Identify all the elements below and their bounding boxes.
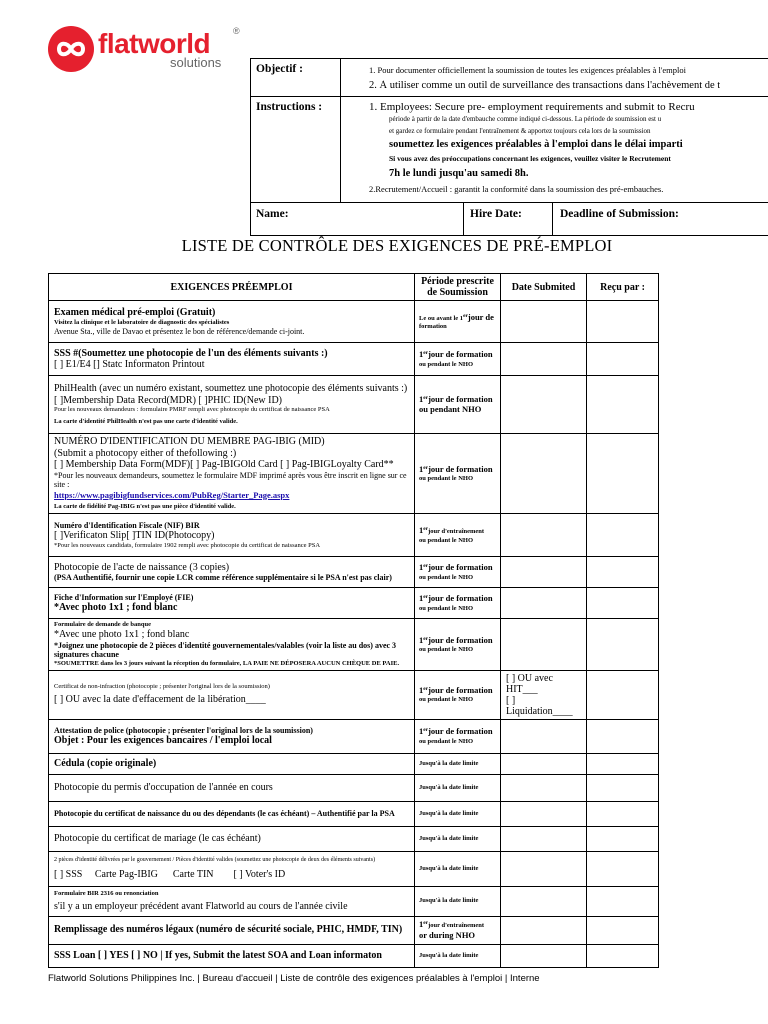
received-cell[interactable] [587, 774, 659, 801]
company-logo [48, 26, 248, 76]
period-cell: Jusqu'à la date limite [415, 774, 501, 801]
requirement-cell: SSS Loan [ ] YES [ ] NO | If yes, Submit the latest SOA and Loan informaton [49, 944, 415, 967]
table-row [49, 670, 659, 719]
table-row [49, 801, 659, 826]
period-cell: Jusqu'à la date limite [415, 886, 501, 916]
received-cell[interactable] [587, 376, 659, 434]
requirement-cell: Photocopie de l'acte de naissance (3 copies) (PSA Authentifié, fournir une copie LCR comme référence supplémentaire si le PSA n'est pas clair) [49, 557, 415, 588]
period-cell: Le ou avant le 1erjour de formation [415, 301, 501, 343]
period-cell: Jusqu'à la date limite [415, 826, 501, 851]
period-cell: 1erjour de formation ou pendant le NHO [415, 588, 501, 619]
instructions-line-2: période à partir de la date d'embauche comme indiqué ci-dessous. La période de soumission est u [389, 115, 662, 123]
received-cell[interactable] [587, 301, 659, 343]
date-cell[interactable] [501, 719, 587, 753]
requirement-cell: Formulaire BIR 2316 ou renonciation s'il y a un employeur précédent avant Flatworld au cours de l'année civile [49, 886, 415, 916]
table-row [49, 376, 659, 434]
logo-subtitle: solutions [170, 55, 222, 70]
name-label: Name: [256, 208, 289, 220]
date-cell[interactable] [501, 557, 587, 588]
date-cell[interactable] [501, 588, 587, 619]
objective-line-1: 1. Pour documenter officiellement la soumission de toutes les exigences préalables à l'emploi [369, 65, 686, 75]
requirement-cell: SSS #(Soumettez une photocopie de l'un des éléments suivants :) [ ] E1/E4 [] Statc Informaton Printout [49, 343, 415, 376]
requirement-cell: Numéro d'Identification Fiscale (NIF) BIR [ ]Verificaton Slip[ ]TIN ID(Photocopy) *Pour les nouveaux candidats, formulaire 1902 rempli avec photocopie du certificat de naissance PSA [49, 514, 415, 557]
received-cell[interactable] [587, 886, 659, 916]
instructions-label: Instructions : [256, 101, 323, 113]
page-title: LISTE DE CONTRÔLE DES EXIGENCES DE PRÉ-EMPLOI [181, 236, 613, 255]
table-row [49, 301, 659, 343]
registered-mark: ® [233, 26, 240, 36]
period-cell: Jusqu'à la date limite [415, 801, 501, 826]
period-cell: 1erjour de formation ou pendant le NHO [415, 434, 501, 514]
date-cell[interactable] [501, 944, 587, 967]
period-cell: Jusqu'à la date limite [415, 944, 501, 967]
requirement-cell: 2 pièces d'identité délivrées par le gouvernement / Pièces d'identité valides (soumettez une photocopie de deux des éléments suivants) [ ] SSS Carte Pag-IBIG Carte TIN [ ] Voter's ID [49, 851, 415, 886]
requirement-cell: Photocopie du permis d'occupation de l'année en cours [49, 774, 415, 801]
date-cell[interactable] [501, 301, 587, 343]
table-row [49, 826, 659, 851]
date-cell[interactable] [501, 851, 587, 886]
requirement-cell: Formulaire de demande de banque *Avec une photo 1x1 ; fond blanc *Joignez une photocopie de 2 pièces d'identité gouvernementales/valables (voir la liste au dos) avec 3 signatures chacune *SOUMETTRE dans les 3 jours suivant la réception du formulaire, LA PAIE NE DÉPOSERA AUCUN CHÈQUE DE PAIE. [49, 619, 415, 671]
received-cell[interactable] [587, 719, 659, 753]
requirement-cell: Photocopie du certificat de mariage (le cas échéant) [49, 826, 415, 851]
requirement-cell: Examen médical pré-emploi (Gratuit) Visitez la clinique et le laboratoire de diagnostic des spécialistes Avenue Sta., ville de Davao et présentez le bon de référence/demande ci-joint. [49, 301, 415, 343]
received-cell[interactable] [587, 851, 659, 886]
instructions-line-5: Si vous avez des préoccupations concernant les exigences, veuillez visiter le Recrutement [389, 154, 671, 163]
column-header-received: Reçu par : [587, 274, 659, 301]
requirement-cell: Attestation de police (photocopie ; présenter l'original lors de la soumission) Objet : Pour les exigences bancaires / l'emploi local [49, 719, 415, 753]
table-header-row [49, 274, 659, 301]
received-cell[interactable] [587, 514, 659, 557]
period-cell: 1erjour de formation ou pendant le NHO [415, 619, 501, 671]
page-footer: Flatworld Solutions Philippines Inc. | Bureau d'accueil | Liste de contrôle des exigences préalables à l'emploi | Interne [48, 973, 540, 984]
received-cell[interactable] [587, 343, 659, 376]
date-cell[interactable] [501, 826, 587, 851]
table-row [49, 944, 659, 967]
logo-wordmark: flatworld [98, 28, 211, 59]
date-cell[interactable] [501, 376, 587, 434]
form-header [250, 58, 768, 236]
column-header-requirements: EXIGENCES PRÉEMPLOI [49, 274, 415, 301]
requirements-table [48, 273, 659, 968]
table-row [49, 774, 659, 801]
objective-line-2: 2. À utiliser comme un outil de surveillance des transactions dans l'achèvement de t [369, 80, 721, 91]
table-row [49, 588, 659, 619]
received-cell[interactable] [587, 826, 659, 851]
requirement-cell: Fiche d'Information sur l'Employé (FIE) *Avec photo 1x1 ; fond blanc [49, 588, 415, 619]
table-row [49, 343, 659, 376]
requirement-cell: PhilHealth (avec un numéro existant, soumettez une photocopie des éléments suivants :) [ ]Membership Data Record(MDR) [ ]PHIC ID(New ID) Pour les nouveaux demandeurs : formulaire PMRF rempli avec photocopie du certificat de naissance PSA La carte d'identité PhilHealth n'est pas une carte d'identité valide. [49, 376, 415, 434]
date-cell[interactable] [501, 916, 587, 944]
date-cell[interactable] [501, 514, 587, 557]
period-cell: 1erjour de formation ou pendant NHO [415, 376, 501, 434]
date-cell[interactable] [501, 774, 587, 801]
table-row [49, 886, 659, 916]
date-cell[interactable] [501, 434, 587, 514]
infinity-logo-icon [48, 26, 94, 72]
column-header-period: Période prescrite de Soumission [415, 274, 501, 301]
instructions-line-6: 7h le lundi jusqu'au samedi 8h. [389, 168, 529, 179]
received-cell[interactable] [587, 557, 659, 588]
date-cell[interactable] [501, 619, 587, 671]
period-cell: Jusqu'à la date limite [415, 851, 501, 886]
objective-label: Objectif : [256, 63, 303, 75]
instructions-row [250, 96, 768, 202]
instructions-line-1: 1. Employees: Secure pre- employment requirements and submit to Recru [369, 101, 695, 113]
date-cell[interactable] [501, 801, 587, 826]
received-cell[interactable] [587, 670, 659, 719]
instructions-line-7: 2.Recrutement/Accueil : garantit la conformité dans la soumission des pré-embauches. [369, 184, 664, 194]
table-row [49, 916, 659, 944]
objective-row [250, 58, 768, 96]
received-cell[interactable] [587, 588, 659, 619]
table-row [49, 851, 659, 886]
received-cell[interactable] [587, 434, 659, 514]
received-cell[interactable] [587, 944, 659, 967]
table-row [49, 719, 659, 753]
requirement-cell: Certificat de non-infraction (photocopie ; présenter l'original lors de la soumission) [ ] OU avec la date d'effacement de la libération____ [49, 670, 415, 719]
received-cell[interactable] [587, 916, 659, 944]
received-cell[interactable] [587, 753, 659, 774]
requirement-cell: Photocopie du certificat de naissance du ou des dépendants (le cas échéant) – Authentifié par la PSA [49, 801, 415, 826]
name-date-row [250, 202, 768, 236]
period-cell: 1erjour de formation ou pendant le NHO [415, 557, 501, 588]
table-row [49, 619, 659, 671]
received-cell[interactable] [587, 619, 659, 671]
period-cell: 1erjour d'entraînement ou pendant le NHO [415, 514, 501, 557]
table-row [49, 557, 659, 588]
received-cell[interactable] [587, 801, 659, 826]
period-cell: 1erjour de formation ou pendant le NHO [415, 719, 501, 753]
requirement-cell: NUMÉRO D'IDENTIFICATION DU MEMBRE PAG-IBIG (MID) (Submit a photocopy either of thefollowing :) [ ] Membership Data Form(MDF)[ ] Pag-IBIGOld Card [ ] Pag-IBIGLoyalty Card** *Pour les nouveaux demandeurs, soumettez le formulaire MDF imprimé après vous être inscrit en ligne sur ce site : https://www.pagibigfundservices.com/PubReg/Starter_Page.aspx La carte de fidélité Pag-IBIG n'est pas une pièce d'identité valide. [49, 434, 415, 514]
date-cell[interactable]: [ ] OU avec HIT___ [ ] Liquidation____ [501, 670, 587, 719]
period-cell: 1erjour de formation ou pendant le NHO [415, 343, 501, 376]
pagibig-registration-link[interactable]: https://www.pagibigfundservices.com/PubReg/Starter_Page.aspx [54, 489, 290, 500]
date-cell[interactable] [501, 343, 587, 376]
table-row [49, 514, 659, 557]
hire-date-label: Hire Date: [470, 208, 522, 220]
requirement-cell: Remplissage des numéros légaux (numéro de sécurité sociale, PHIC, HMDF, TIN) [49, 916, 415, 944]
requirement-cell: Cédula (copie originale) [49, 753, 415, 774]
period-cell: 1erjour d'entraînement or during NHO [415, 916, 501, 944]
deadline-label: Deadline of Submission: [560, 208, 679, 220]
date-cell[interactable] [501, 753, 587, 774]
date-cell[interactable] [501, 886, 587, 916]
table-row [49, 434, 659, 514]
column-header-date: Date Submited [501, 274, 587, 301]
period-cell: Jusqu'à la date limite [415, 753, 501, 774]
instructions-line-4: soumettez les exigences préalables à l'emploi dans le délai imparti [389, 139, 683, 150]
table-row [49, 753, 659, 774]
period-cell: 1erjour de formation ou pendant le NHO [415, 670, 501, 719]
instructions-line-3: et gardez ce formulaire pendant l'entraînement & apportez toujours cela lors de la soumission [389, 127, 651, 135]
